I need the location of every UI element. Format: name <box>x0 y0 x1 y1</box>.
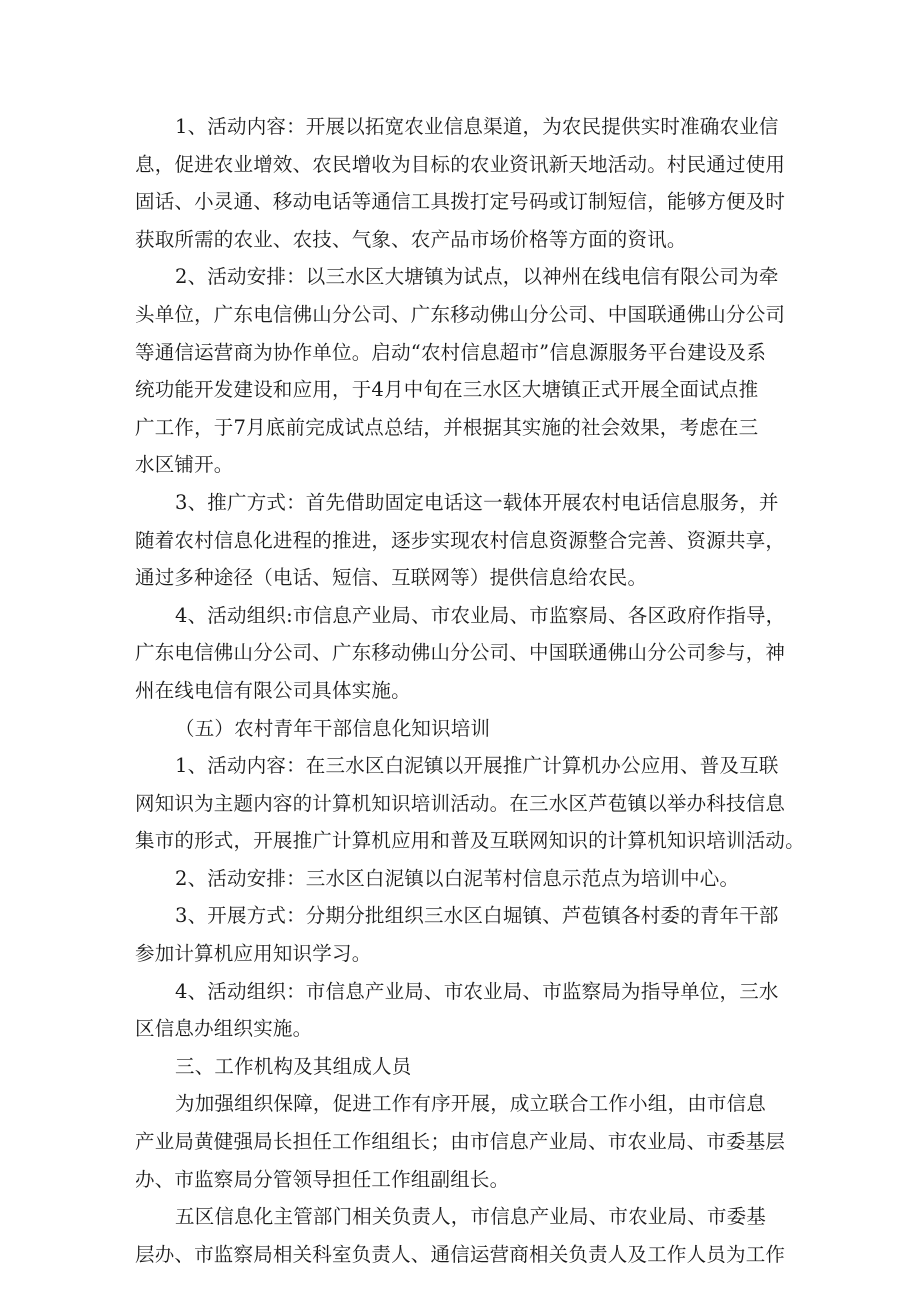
paragraph-line: 层办、市监察局相关科室负责人、通信运营商相关负责人及工作人员为工作 <box>135 1242 786 1266</box>
paragraph-line: 五区信息化主管部门相关负责人，市信息产业局、市农业局、市委基 <box>175 1205 767 1229</box>
paragraph-line: 4、活动组织:市信息产业局、市农业局、市监察局、各区政府作指导， <box>175 603 786 627</box>
paragraph-line: 2、活动安排：三水区白泥镇以白泥苇村信息示范点为培训中心。 <box>175 866 740 890</box>
section-heading: 三、工作机构及其组成人员 <box>175 1054 412 1078</box>
paragraph-line: 统功能开发建设和应用，于4月中旬在三水区大塘镇正式开展全面试点推 <box>135 378 759 402</box>
paragraph-line: 头单位，广东电信佛山分公司、广东移动佛山分公司、中国联通佛山分公司 <box>135 302 786 326</box>
paragraph-line: 1、活动内容：在三水区白泥镇以开展推广计算机办公应用、普及互联 <box>175 754 779 778</box>
paragraph-line: 2、活动安排：以三水区大塘镇为试点，以神州在线电信有限公司为牵 <box>175 265 779 289</box>
paragraph-line: 息，促进农业增效、农民增收为目标的农业资讯新天地活动。村民通过使用 <box>135 152 786 176</box>
paragraph-line: 获取所需的农业、农技、气象、农产品市场价格等方面的资讯。 <box>135 227 687 251</box>
paragraph-line: 产业局黄健强局长担任工作组组长；由市信息产业局、市农业局、市委基层 <box>135 1130 786 1154</box>
document-body <box>135 108 805 1273</box>
paragraph-line: 3、推广方式：首先借助固定电话这一载体开展农村电话信息服务，并 <box>175 490 779 514</box>
paragraph-line: 等通信运营商为协作单位。启动“农村信息超市”信息源服务平台建设及系 <box>135 340 767 364</box>
paragraph-line: 广东电信佛山分公司、广东移动佛山分公司、中国联通佛山分公司参与，神 <box>135 641 786 665</box>
paragraph-line: 区信息办组织实施。 <box>135 1017 313 1041</box>
paragraph-line: 参加计算机应用知识学习。 <box>135 942 372 966</box>
paragraph-line: 集市的形式，开展推广计算机应用和普及互联网知识的计算机知识培训活动。 <box>135 829 805 853</box>
paragraph-line: 4、活动组织：市信息产业局、市农业局、市监察局为指导单位，三水 <box>175 979 779 1003</box>
paragraph-line: 水区铺开。 <box>135 453 234 477</box>
paragraph-line: 3、开展方式：分期分批组织三水区白堀镇、芦苞镇各村委的青年干部 <box>175 904 779 928</box>
paragraph-line: 1、活动内容：开展以拓宽农业信息渠道，为农民提供实时准确农业信 <box>175 115 779 138</box>
paragraph-line: 广工作，于7月底前完成试点总结，并根据其实施的社会效果，考虑在三 <box>135 415 759 439</box>
section-heading: （五）农村青年干部信息化知识培训 <box>175 716 491 740</box>
paragraph-line: 固话、小灵通、移动电话等通信工具拨打定号码或订制短信，能够方便及时 <box>135 190 786 214</box>
paragraph-line: 网知识为主题内容的计算机知识培训活动。在三水区芦苞镇以举办科技信息 <box>135 791 786 815</box>
paragraph-line: 随着农村信息化进程的推进，逐步实现农村信息资源整合完善、资源共享， <box>135 528 786 552</box>
paragraph-line: 为加强组织保障，促进工作有序开展，成立联合工作小组，由市信息 <box>175 1092 767 1116</box>
paragraph-line: 办、市监察局分管领导担任工作组副组长。 <box>135 1167 510 1191</box>
paragraph-line: 通过多种途径（电话、短信、互联网等）提供信息给农民。 <box>135 566 648 590</box>
paragraph-line: 州在线电信有限公司具体实施。 <box>135 678 411 702</box>
